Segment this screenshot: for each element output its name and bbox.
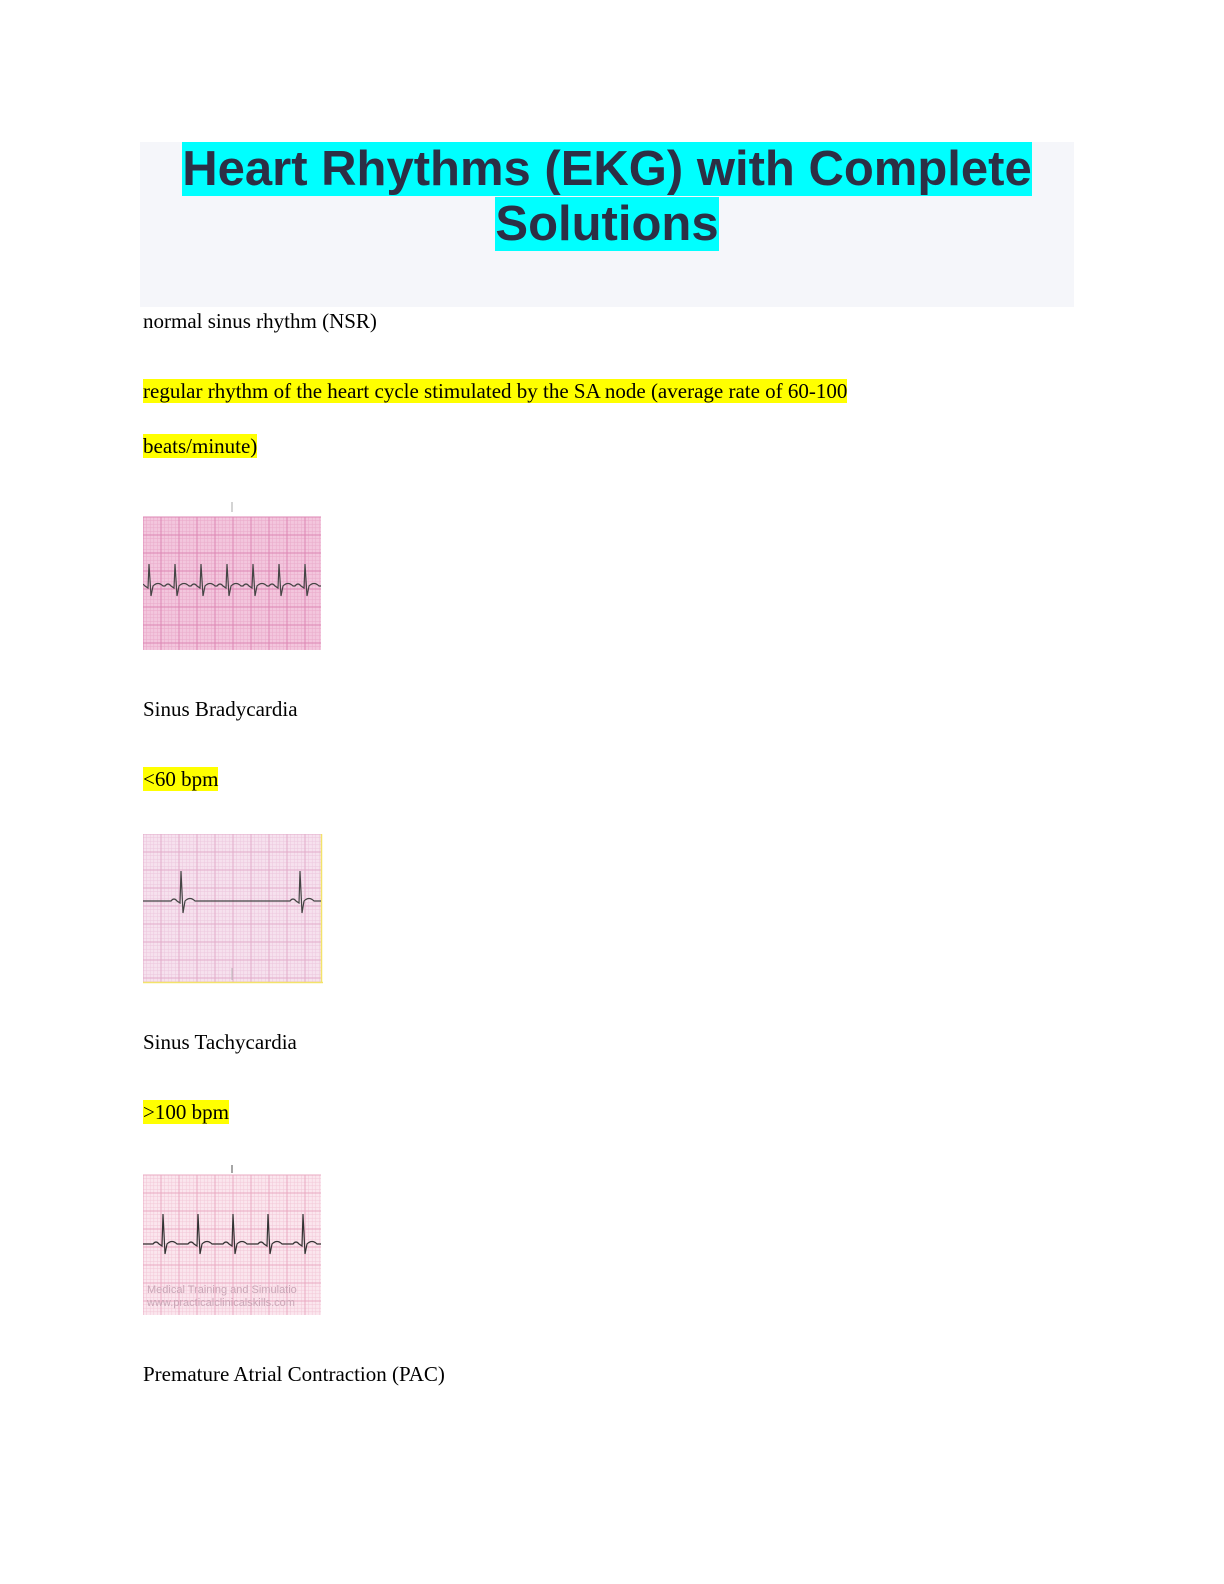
term-heading: Sinus Bradycardia [143, 697, 298, 721]
term-answer: >100 bpm [143, 1100, 229, 1124]
title-line-2: Solutions [495, 197, 719, 251]
title-line-1: Heart Rhythms (EKG) with Complete [182, 142, 1032, 196]
title-banner [140, 142, 1074, 307]
ekg-strip-normal-image [143, 500, 321, 652]
watermark-text: Medical Training and Simulatio [147, 1284, 297, 1296]
ekg-strip-tachycardia-image [143, 1165, 321, 1315]
term-answer: <60 bpm [143, 767, 219, 791]
term-heading: Premature Atrial Contraction (PAC) [143, 1362, 445, 1386]
term-answer-continued: beats/minute) [143, 434, 258, 458]
term-heading: Sinus Tachycardia [143, 1030, 297, 1054]
ekg-grid [143, 834, 321, 982]
term-answer: regular rhythm of the heart cycle stimulated by the SA node (average rate of 60-100 [143, 379, 848, 403]
ekg-grid [143, 517, 321, 650]
term-heading: normal sinus rhythm (NSR) [143, 309, 377, 333]
ekg-strip-bradycardia-image [143, 834, 321, 984]
watermark-url: www.practicalclinicalskills.com [147, 1297, 295, 1309]
